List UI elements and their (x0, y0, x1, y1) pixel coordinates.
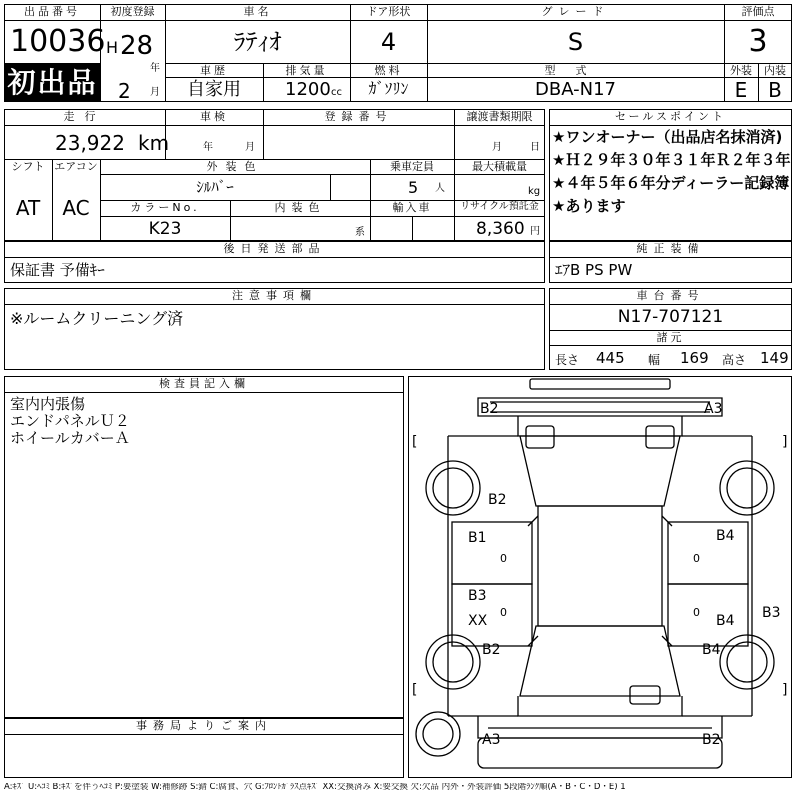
score: 3 (748, 24, 768, 59)
lot-number: 10036 (10, 24, 106, 59)
chassis-number: N17-707121 (617, 307, 724, 327)
car-name-label: 車名 (243, 5, 272, 18)
shift-label: シフト (11, 160, 45, 173)
notes-label: 注意事項欄 (232, 289, 317, 302)
load-unit: kg (528, 186, 541, 197)
history: 自家用 (187, 79, 241, 100)
displacement-label: 排気量 (285, 64, 328, 77)
mark-bumper-rl: A3 (482, 732, 501, 748)
sales-point-line: ★Ｈ２９年３０年３１年Ｒ２年３年 (552, 151, 791, 169)
reg-month: 2 (118, 79, 131, 103)
legend: A:ｷｽﾞ U:ﾍｺﾐ B:ｷｽﾞを伴うﾍｺﾐ P:要塗装 W:補修跡 S:錆 C:腐食、穴 G:ﾌﾛﾝﾄｶﾞﾗｽ点ｷｽﾞ XX:交換済み X:要交換 欠:欠品 内外・外装評価 5段階ﾗﾝｸ順(A・B・C・D・E) 1 (4, 783, 626, 792)
mileage-unit: km (138, 131, 170, 155)
model-label: 型式 (544, 64, 607, 77)
model: DBA-N17 (535, 79, 616, 100)
transfer-month-unit: 月 (492, 142, 502, 153)
displacement: 1200 (285, 79, 331, 100)
mark-door-rl: B3 (468, 588, 487, 604)
mark-bumper-rr: B2 (702, 732, 721, 748)
first-listing-badge: 初出品 (5, 64, 100, 101)
car-diagram (408, 376, 792, 778)
width-value: 169 (680, 349, 709, 367)
capacity-label: 乗車定員 (390, 160, 434, 173)
color-label: 外装色 (206, 160, 264, 173)
mark-quarter-r: B3 (762, 605, 781, 621)
mark-zero: 0 (500, 606, 507, 619)
mark-zero: 0 (693, 552, 700, 565)
mark-front-left: B2 (480, 401, 499, 417)
mark-door-fr: B4 (716, 528, 735, 544)
sales-point-line: ★ワンオーナー（出品店名抹消済) (552, 128, 783, 146)
mark-hood: B2 (488, 492, 507, 508)
score-label: 評価点 (741, 5, 775, 18)
mark-door-rr: B4 (716, 613, 735, 629)
equipment-label: 純正装備 (636, 242, 705, 255)
mark-zero: 0 (500, 552, 507, 565)
height-label: 高さ (722, 353, 747, 367)
fuel: ｶﾞｿﾘﾝ (368, 79, 409, 98)
office-label: 事務局よりご案内 (136, 719, 272, 732)
interior-score: B (768, 78, 782, 102)
dims-label: 諸元 (656, 331, 685, 344)
later-items-value: 保証書 予備ｷｰ (10, 261, 105, 279)
era: H (106, 38, 119, 57)
mark-front-right: A3 (704, 401, 723, 417)
month-unit: 月 (150, 87, 160, 98)
inspector-line: エンドパネルＵ２ (10, 412, 130, 430)
ac: AC (62, 196, 90, 220)
bracket-rl-open: [ (412, 682, 418, 698)
grade: S (567, 28, 584, 56)
exterior-score: E (734, 78, 748, 102)
exterior-label: 外装 (730, 64, 752, 77)
reg-year: 28 (120, 31, 154, 61)
lot-number-label: 出品番号 (24, 5, 80, 18)
import-label: 輸入車 (392, 201, 432, 214)
mark-door-rl-xx: XX (468, 613, 488, 629)
transfer-day-unit: 日 (530, 142, 540, 153)
notes-value: ※ルームクリーニング済 (10, 309, 184, 328)
details-box (4, 109, 545, 241)
length-label: 長さ (555, 353, 580, 367)
inspection-month-unit: 月 (245, 142, 255, 153)
inspection-label: 車検 (200, 110, 228, 123)
shift: AT (15, 196, 41, 220)
inspector-label: 検査員記入欄 (159, 377, 249, 390)
chassis-label: 車台番号 (636, 289, 705, 302)
recycle-unit: 円 (530, 226, 540, 237)
interior-color-label: 内装色 (274, 201, 326, 214)
bracket-rr-close: ] (782, 682, 788, 698)
ac-label: エアコン (54, 160, 98, 173)
year-unit: 年 (150, 63, 160, 74)
first-reg-label: 初度登録 (110, 5, 155, 18)
width-label: 幅 (648, 353, 661, 367)
recycle-label: リサイクル預託金 (460, 201, 539, 212)
inspector-line: ホイールカバーＡ (10, 429, 130, 447)
capacity-unit: 人 (435, 183, 445, 194)
mark-door-fl: B1 (468, 530, 487, 546)
sales-point-line: ★４年５年６年分ディーラー記録簿 (552, 174, 790, 192)
color-no: K23 (148, 219, 182, 239)
sales-point-line: ★あります (552, 197, 626, 215)
door-label: ドア形状 (366, 5, 411, 18)
inspection-year-unit: 年 (203, 142, 213, 153)
length-value: 445 (596, 349, 625, 367)
bracket-fr-close: ] (782, 434, 788, 450)
equipment-value: ｴｱB PS PW (555, 261, 633, 279)
inspector-line: 室内内張傷 (10, 395, 86, 413)
load-label: 最大積載量 (472, 160, 527, 173)
mileage-label: 走行 (63, 110, 106, 123)
color: ｼﾙﾊﾞｰ (196, 178, 234, 196)
interior-color-unit: 系 (355, 227, 365, 238)
car-name: ﾗﾃｨｵ (233, 28, 282, 56)
height-value: 149 (760, 349, 789, 367)
interior-label: 内装 (764, 64, 786, 77)
fuel-label: 燃料 (374, 64, 403, 77)
bracket-fl-open: [ (412, 434, 418, 450)
mark-rear-left: B2 (482, 642, 501, 658)
capacity: 5 (408, 178, 419, 197)
displacement-unit: cc (331, 87, 342, 98)
sales-points-label: セールスポイント (614, 110, 726, 123)
history-label: 車歴 (200, 64, 228, 77)
later-items-label: 後日発送部品 (223, 242, 326, 255)
color-no-label: カラーNo. (130, 201, 200, 214)
mark-rear-right: B4 (702, 642, 721, 658)
mileage: 23,922 (55, 131, 125, 155)
reg-number-label: 登録番号 (324, 110, 393, 123)
doors: 4 (380, 28, 397, 56)
transfer-label: 譲渡書類期限 (466, 110, 533, 123)
mark-zero: 0 (693, 606, 700, 619)
recycle: 8,360 (476, 219, 525, 239)
grade-label: グレード (541, 5, 610, 18)
